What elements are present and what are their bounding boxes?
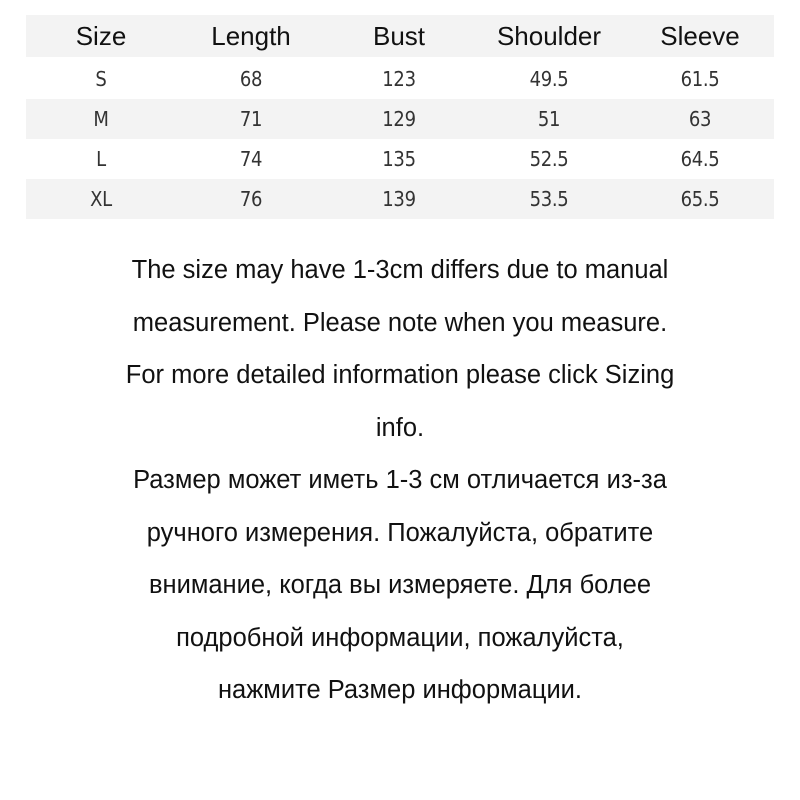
cell-length: 68 [176,58,326,99]
cell-length: 74 [176,139,326,179]
cell-size: S [26,58,176,99]
cell-size: M [26,99,176,139]
cell-bust: 129 [326,99,472,139]
table-row [26,99,774,139]
table-header-row [26,15,774,58]
note-line-ru-3: внимание, когда вы измеряете. Для более [148,571,652,599]
cell-shoulder: 49.5 [472,58,626,99]
cell-sleeve: 61.5 [626,58,774,99]
note-line-ru-1: Размер может иметь 1-3 см отличается из-за [133,466,667,494]
note-line-en-1: The size may have 1-3cm differs due to manual [131,256,669,284]
note-line-en-2: measurement. Please note when you measure. [132,308,668,337]
cell-shoulder: 52.5 [472,139,626,179]
header-sleeve: Sleeve [626,15,774,58]
cell-length: 76 [176,179,326,219]
cell-bust: 135 [326,139,472,179]
note-line-ru-2: ручного измерения. Пожалуйста, обратите [146,518,654,547]
note-line-en-3: For more detailed information please click Sizing [125,361,675,389]
table-row [26,58,774,99]
header-size: Size [26,15,176,58]
cell-size: XL [26,179,176,219]
cell-sleeve: 63 [626,99,774,139]
sizing-notes [60,244,740,717]
cell-shoulder: 53.5 [472,179,626,219]
cell-sleeve: 64.5 [626,139,774,179]
cell-bust: 139 [326,179,472,219]
size-chart-table [26,15,774,219]
cell-bust: 123 [326,58,472,99]
note-line-ru-4: подробной информации, пожалуйста, [176,623,624,652]
header-bust: Bust [326,15,472,58]
cell-sleeve: 65.5 [626,179,774,219]
cell-shoulder: 51 [472,99,626,139]
header-shoulder: Shoulder [472,15,626,58]
table-row [26,139,774,179]
table-row [26,179,774,219]
note-line-ru-5: нажмите Размер информации. [217,676,583,704]
cell-length: 71 [176,99,326,139]
note-line-en-4: info. [375,413,425,442]
cell-size: L [26,139,176,179]
header-length: Length [176,15,326,58]
